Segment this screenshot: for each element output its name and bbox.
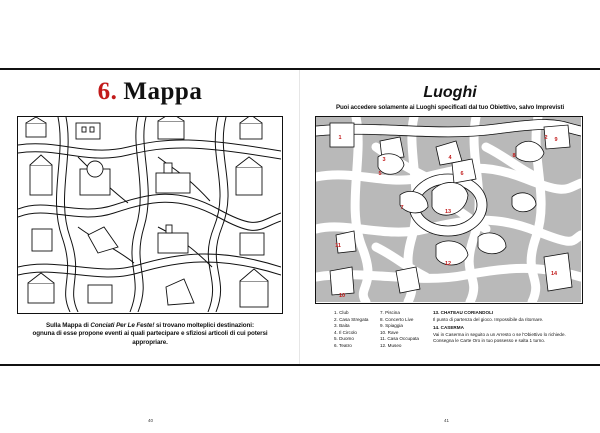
legend-item: 11. Casa Occupata (380, 336, 419, 341)
page-number-left: 40 (148, 418, 154, 423)
legend-item: 7. Piscina (380, 310, 400, 315)
plan-location-number: 11 (335, 243, 341, 249)
locations-plan-drawing (316, 117, 581, 302)
plan-location-number: 13 (444, 209, 452, 215)
section-title (0, 78, 300, 106)
caption-line-2: ognuna di esse propone eventi ai quali partecipare e sfiziosi articoli di cui potersi appropriare. (32, 330, 268, 346)
illustrated-map (17, 116, 283, 314)
legend-item: 2. Casa Stregata (334, 316, 369, 322)
game-title: Conciati Per Le Feste! (90, 322, 155, 329)
legend-item: 4. Il Circolo (334, 329, 357, 335)
plan-location-number: 9 (554, 137, 558, 143)
legend-item: 3. Baita (334, 323, 350, 328)
page-number-right: 41 (444, 418, 450, 423)
map-caption (30, 322, 270, 347)
locations-plan (315, 116, 583, 304)
legend-item: 1. Club (334, 310, 349, 315)
plan-location-number: 4 (448, 155, 452, 161)
plan-location-number: 6 (460, 171, 464, 177)
legend-item: 8. Concerto Live (380, 316, 414, 322)
locations-title: Luoghi (423, 84, 477, 101)
plan-location-number: 5 (378, 171, 382, 177)
legend-description: Vai in Caserma in seguito a un Arresto o se l'Obiettivo lo richiede. Consegna le Carte Oro in tuo possesso e salta 1 turno. (433, 331, 566, 343)
plan-location-number: 8 (512, 153, 516, 159)
legend-item: 12. Museo (380, 342, 402, 348)
caption-text: si trovano molteplici destinazioni: (154, 322, 254, 329)
caption-text: Sulla Mappa di (46, 322, 91, 329)
legend-item: 10. Rave (380, 329, 399, 335)
legend-heading: 14. CASERMA (433, 325, 464, 330)
plan-location-number: 2 (544, 135, 548, 141)
legend-column-1 (334, 310, 378, 349)
section-title-text: Mappa (123, 78, 203, 105)
plan-location-number: 14 (550, 271, 558, 277)
caption-line-1 (30, 322, 270, 330)
legend-heading: 13. CHATEAU CORIANDOLI (433, 310, 494, 315)
locations-subtitle: Puoi accedere solamente ai Luoghi specificati dal tuo Obiettivo, salvo Imprevisti (335, 104, 565, 111)
legend-description: Il punto di partenza del gioco. Impossibile da ritornare. (433, 316, 544, 322)
illustrated-map-drawing (18, 117, 281, 312)
legend-column-2 (380, 310, 430, 349)
legend-item: 5. Duomo (334, 336, 354, 341)
plan-location-number: 10 (338, 293, 346, 299)
plan-location-number: 12 (444, 261, 452, 267)
plan-location-number: 7 (400, 205, 404, 211)
section-number: 6. (97, 78, 118, 105)
legend-column-3 (433, 310, 583, 345)
legend-item: 9. Spiaggia (380, 323, 403, 328)
plan-location-number: 3 (382, 157, 386, 163)
legend-item: 6. Teatro (334, 342, 352, 348)
plan-location-number: 1 (338, 135, 342, 141)
